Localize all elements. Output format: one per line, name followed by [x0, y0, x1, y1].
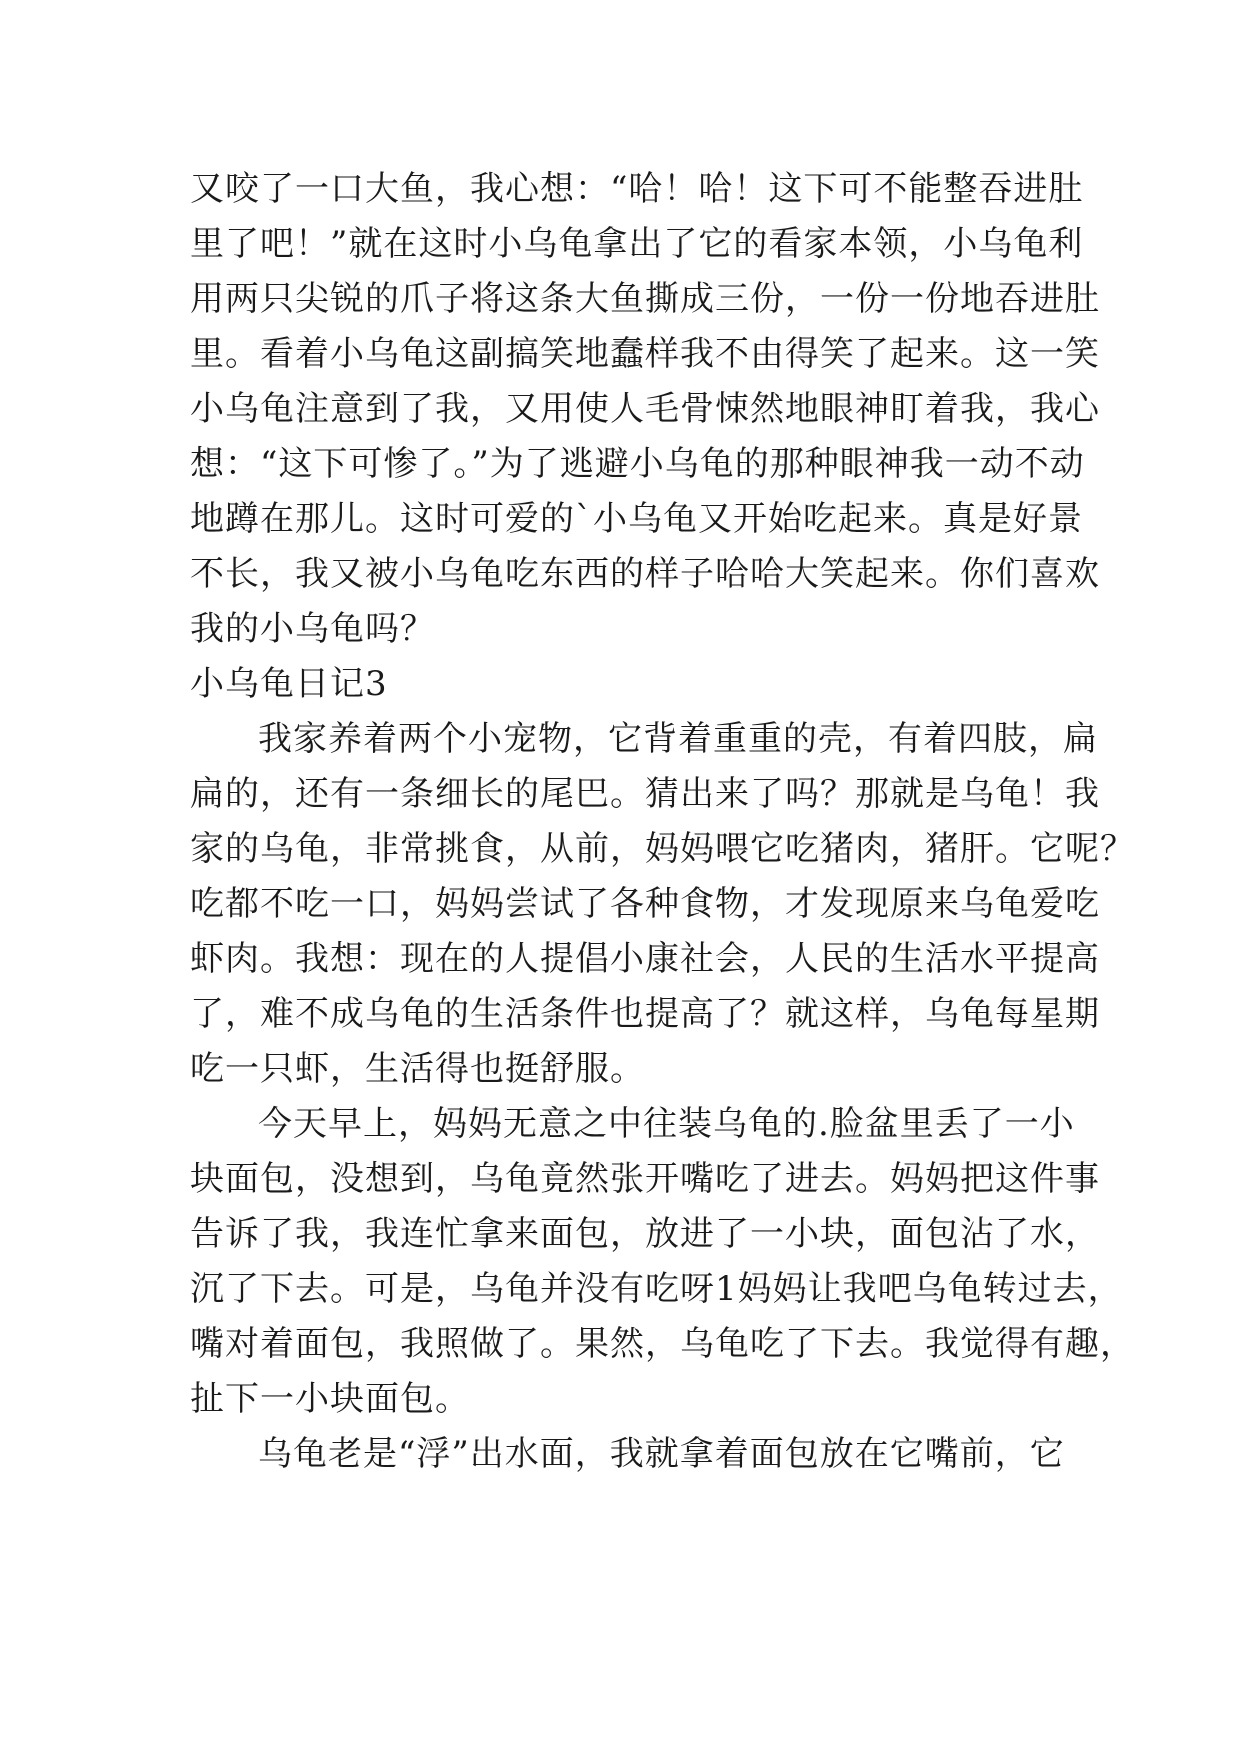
text-line: 今天早上，妈妈无意之中往装乌龟的.脸盆里丢了一小: [258, 1104, 1075, 1144]
text-line: 块面包，没想到，乌龟竟然张开嘴吃了进去。妈妈把这件事: [190, 1159, 1100, 1199]
text-line: 告诉了我，我连忙拿来面包，放进了一小块，面包沾了水，: [190, 1214, 1100, 1254]
text-line: 乌龟老是“浮”出水面，我就拿着面包放在它嘴前，它: [258, 1434, 1065, 1474]
text-line: 用两只尖锐的爪子将这条大鱼撕成三份，一份一份地吞进肚: [190, 279, 1100, 319]
text-line: 地蹲在那儿。这时可爱的`小乌龟又开始吃起来。真是好景: [190, 499, 1083, 539]
text-line: 家的乌龟，非常挑食，从前，妈妈喂它吃猪肉，猪肝。它呢？: [190, 829, 1135, 869]
text-line: 扯下一小块面包。: [190, 1379, 470, 1419]
text-line: 里了吧！”就在这时小乌龟拿出了它的看家本领，小乌龟利: [190, 224, 1084, 264]
paragraph-continued: [190, 162, 1100, 657]
paragraph: [190, 712, 1135, 1097]
text-line: 不长，我又被小乌龟吃东西的样子哈哈大笑起来。你们喜欢: [190, 554, 1100, 594]
document-body: [190, 162, 1135, 1482]
text-line: 吃一只虾，生活得也挺舒服。: [190, 1049, 645, 1089]
section-heading: 小乌龟日记3: [190, 664, 388, 704]
text-line: 我的小乌龟吗？: [190, 609, 435, 649]
text-line: 想：“这下可惨了。”为了逃避小乌龟的那种眼神我一动不动: [190, 444, 1085, 484]
text-line: 了，难不成乌龟的生活条件也提高了？就这样，乌龟每星期: [190, 994, 1100, 1034]
text-line: 嘴对着面包，我照做了。果然，乌龟吃了下去。我觉得有趣，: [190, 1324, 1135, 1364]
text-line: 又咬了一口大鱼，我心想：“哈！哈！这下可不能整吞进肚: [190, 169, 1084, 209]
paragraph: [190, 1427, 1065, 1482]
text-line: 虾肉。我想：现在的人提倡小康社会，人民的生活水平提高: [190, 939, 1100, 979]
text-line: 沉了下去。可是，乌龟并没有吃呀1妈妈让我吧乌龟转过去，: [190, 1269, 1123, 1309]
text-line: 我家养着两个小宠物，它背着重重的壳，有着四肢，扁: [258, 719, 1098, 759]
text-line: 里。看着小乌龟这副搞笑地蠢样我不由得笑了起来。这一笑: [190, 334, 1100, 374]
paragraph: [190, 1097, 1135, 1427]
text-line: 小乌龟注意到了我，又用使人毛骨悚然地眼神盯着我，我心: [190, 389, 1100, 429]
text-line: 扁的，还有一条细长的尾巴。猜出来了吗？那就是乌龟！我: [190, 774, 1100, 814]
text-line: 吃都不吃一口，妈妈尝试了各种食物，才发现原来乌龟爱吃: [190, 884, 1100, 924]
